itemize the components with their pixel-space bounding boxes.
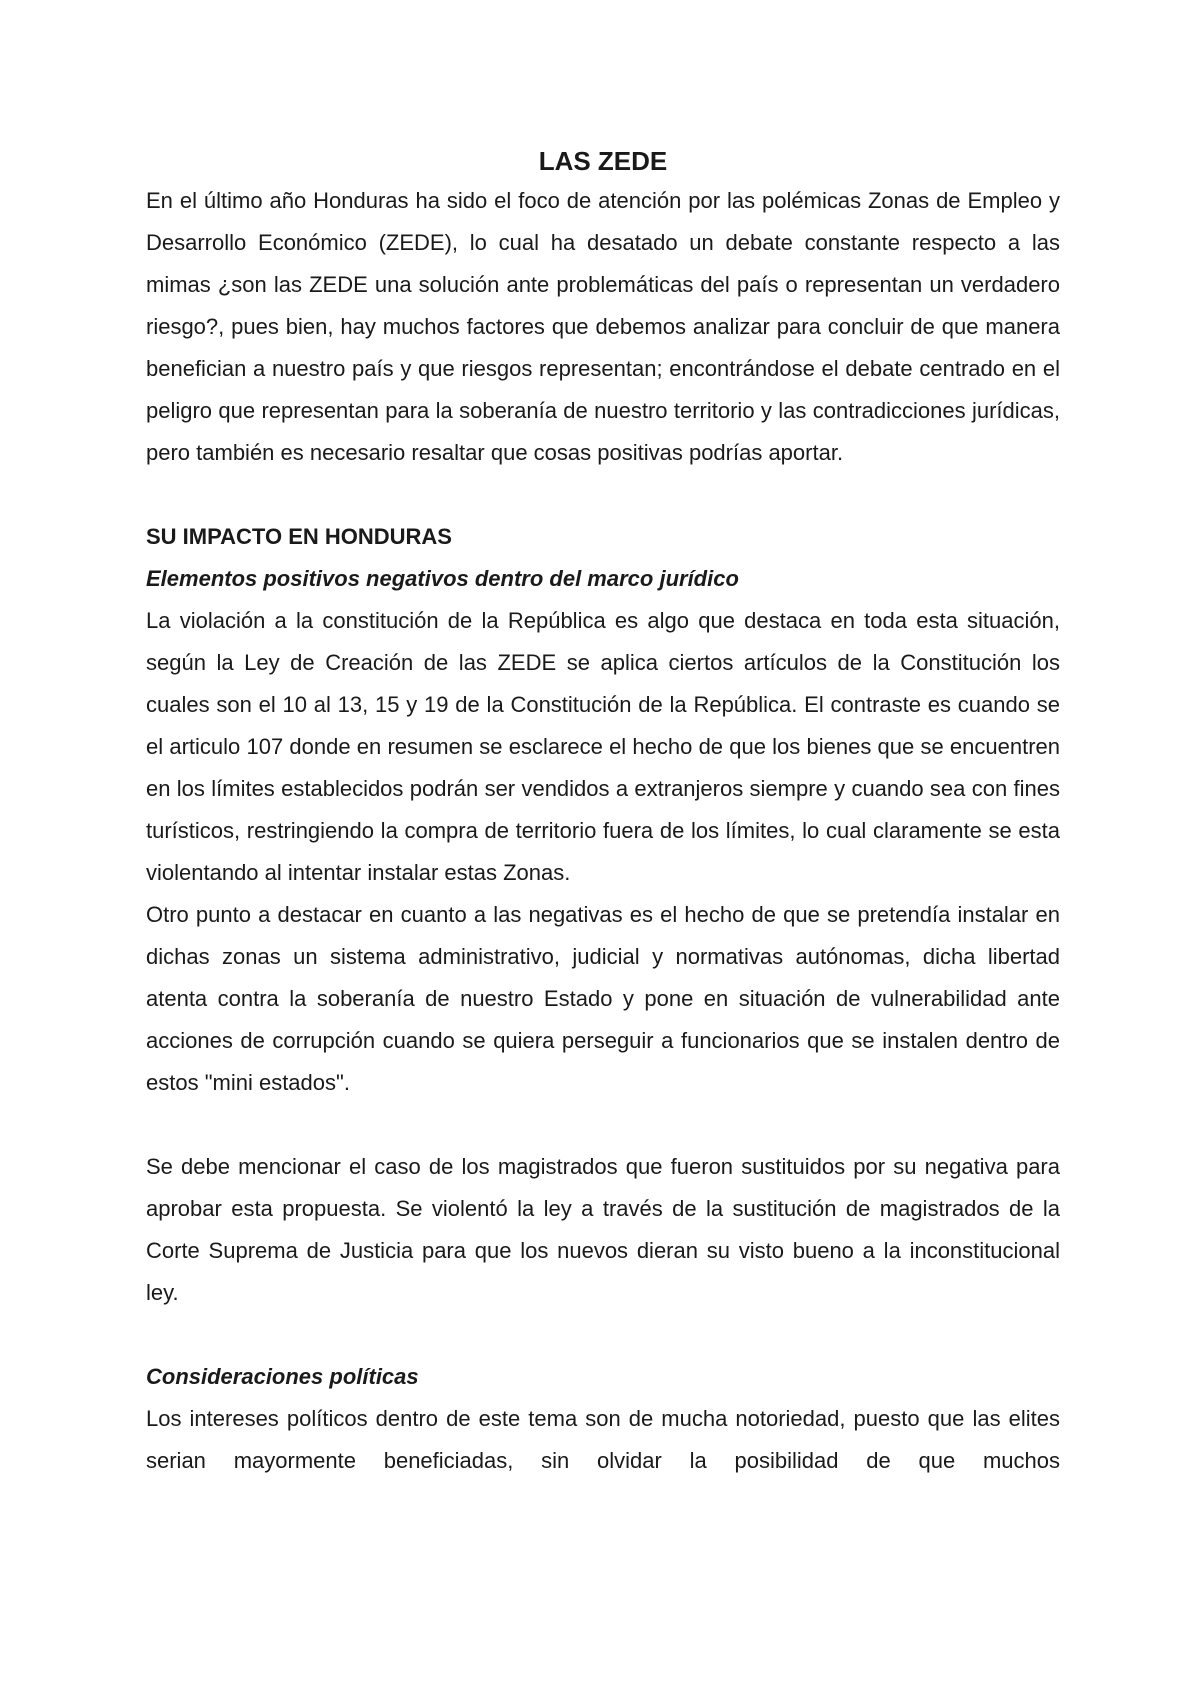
document-title: LAS ZEDE — [538, 146, 668, 176]
paragraph-negatives: Otro punto a destacar en cuanto a las negativas es el hecho de que se pretendía instalar en dichas zonas un sistema administrativo, judicial y normativas autónomas, dicha libertad atenta contra la soberanía de nuestro Estado y pone en situación de vulnerabilidad ante acciones de corrupción cuando se quiera perseguir a funcionarios que se instalen dentro de estos "mini estados". — [146, 902, 1060, 1095]
paragraph-politics: Los intereses políticos dentro de este tema son de mucha notoriedad, puesto que las elites serian mayormente beneficiadas, sin olvidar la posibilidad de que muchos — [146, 1406, 1060, 1473]
intro-paragraph: En el último año Honduras ha sido el foco de atención por las polémicas Zonas de Empleo y Desarrollo Económico (ZEDE), lo cual ha desatado un debate constante respecto a las mimas ¿son las ZEDE una solución ante problemáticas del país o representan un verdadero riesgo?, pues bien, hay muchos factores que debemos analizar para concluir de que manera benefician a nuestro país y que riesgos representan; encontrándose el debate centrado en el peligro que representan para la soberanía de nuestro territorio y las contradicciones jurídicas, pero también es necesario resaltar que cosas positivas podrías aportar. — [146, 188, 1060, 465]
paragraph-constitution: La violación a la constitución de la República es algo que destaca en toda esta situación, según la Ley de Creación de las ZEDE se aplica ciertos artículos de la Constitución los cuales son el 10 al 13, 15 y 19 de la Constitución de la República. El contraste es cuando se el articulo 107 donde en resumen se esclarece el hecho de que los bienes que se encuentren en los límites establecidos podrán ser vendidos a extranjeros siempre y cuando sea con fines turísticos, restringiendo la compra de territorio fuera de los límites, lo cual claramente se esta violentando al intentar instalar estas Zonas. — [146, 608, 1060, 885]
spacer — [146, 474, 1060, 516]
document-page — [146, 140, 1060, 1482]
subheading-politics: Consideraciones políticas — [146, 1364, 419, 1389]
paragraph-magistrates: Se debe mencionar el caso de los magistrados que fueron sustituidos por su negativa para aprobar esta propuesta. Se violentó la ley a través de la sustitución de magistrados de la Corte Suprema de Justicia para que los nuevos dieran su visto bueno a la inconstitucional ley. — [146, 1154, 1060, 1305]
section-heading: SU IMPACTO EN HONDURAS — [146, 524, 452, 549]
spacer — [146, 1314, 1060, 1356]
subheading-legal: Elementos positivos negativos dentro del marco jurídico — [146, 566, 739, 591]
spacer — [146, 1104, 1060, 1146]
